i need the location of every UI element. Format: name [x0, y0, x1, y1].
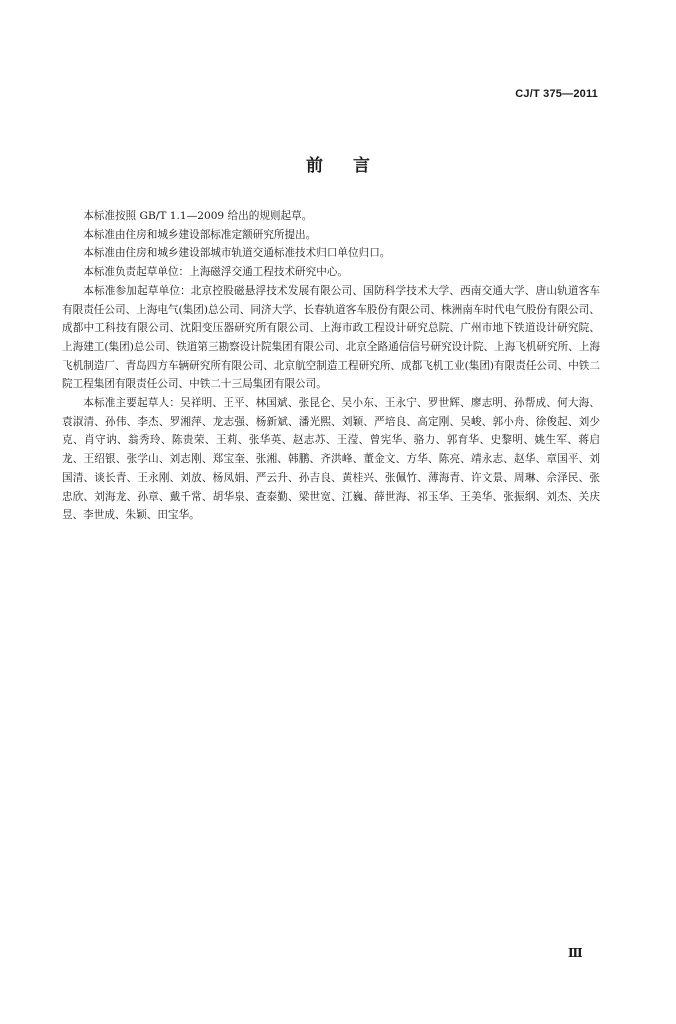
paragraph-participating-units: 本标准参加起草单位：北京控股磁悬浮技术发展有限公司、国防科学技术大学、西南交通大学、唐山轨道客车有限责任公司、上海电气(集团)总公司、同济大学、长春轨道客车股份有限公司、株洲南车时代电气股份有限公司、成都中工科技有限公司、沈阳变压器研究所有限公司、上海市政工程设计研究总院、广州市地下铁道设计研究院、上海建工(集团)总公司、铁道第三勘察设计院集团有限公司、北京全路通信信号研究设计院、上海飞机研究所、上海飞机制造厂、青岛四方车辆研究所有限公司、北京航空制造工程研究所、成都飞机工业(集团)有限责任公司、中铁二院工程集团有限责任公司、中铁二十三局集团有限公司。 — [62, 284, 600, 391]
paragraph-drafting-rules: 本标准按照 GB/T 1.1—2009 给出的规则起草。 — [83, 210, 313, 222]
paragraph-main-drafters: 本标准主要起草人：吴祥明、王平、林国斌、张昆仑、吴小东、王永宁、罗世辉、廖志明、孙帮成、何大海、袁淑清、孙伟、李杰、罗湘萍、龙志强、杨新斌、潘光熙、刘颖、严培良、高定刚、吴峻、郭小舟、徐俊起、刘少克、肖守讷、翁秀玲、陈贵荣、王莉、张华英、赵志苏、王滢、曾宪华、骆力、郭育华、史黎明、姚生军、蒋启龙、王绍银、张学山、刘志刚、郑宝奎、张湘、韩鹏、齐洪峰、董金文、方华、陈亮、靖永志、赵华、章国平、刘国清、谈长青、王永刚、刘放、杨凤娟、严云升、孙吉良、黄桂兴、张佩竹、薄海青、许文景、周琳、佘泽民、张忠欣、刘海龙、孙章、戴千常、胡华泉、查泰勤、梁世宽、江巍、薛世海、祁玉华、王美华、张振纲、刘杰、关庆昱、李世成、朱颖、田宝华。 — [62, 397, 600, 522]
foreword-body — [62, 207, 600, 525]
paragraph-proposed-by: 本标准由住房和城乡建设部标准定额研究所提出。 — [83, 228, 317, 241]
page-title: 前言 — [306, 156, 400, 176]
paragraph-centralized-by: 本标准由住房和城乡建设部城市轨道交通标准技术归口单位归口。 — [83, 247, 391, 260]
standard-code: CJ/T 375—2011 — [515, 88, 598, 100]
paragraph-responsible-unit: 本标准负责起草单位：上海磁浮交通工程技术研究中心。 — [83, 266, 349, 279]
page-number: Ⅲ — [568, 946, 583, 960]
